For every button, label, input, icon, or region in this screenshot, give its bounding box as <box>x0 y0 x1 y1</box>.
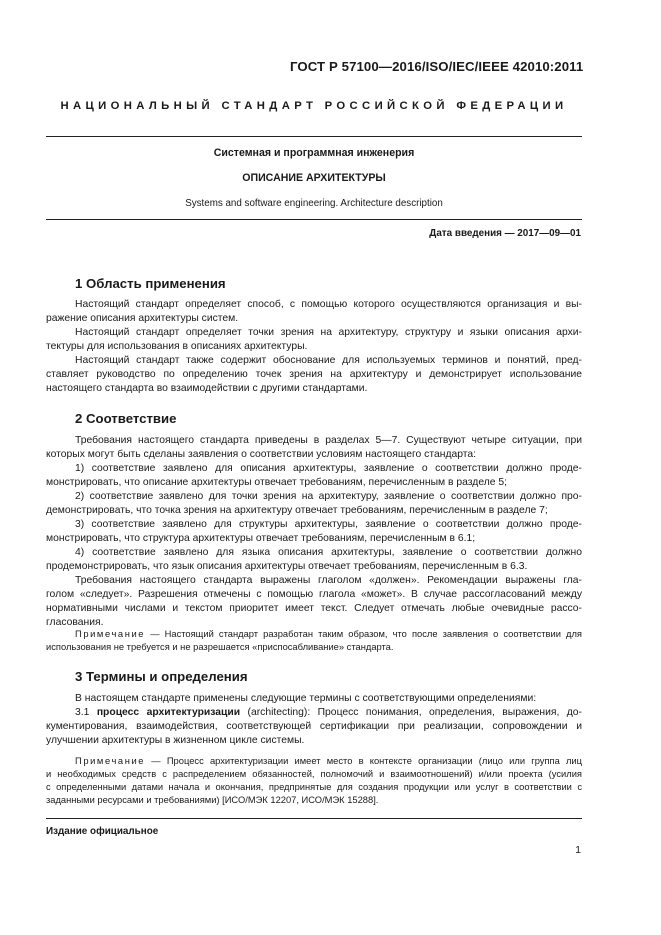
list-item-line: 4) соответствие заявлено для языка описания архитектуры, заявление о соответствии должно <box>75 547 582 558</box>
note-line: с определенными датами начала и окончания, предпринятые для создания продукции или услуг в соответствии с <box>46 782 582 792</box>
paragraph-line: голом «следует». Разрешения отмечены с помощью глагола «может». В случае рассогласований между <box>46 589 582 600</box>
paragraph-line: гласования. <box>46 617 104 628</box>
note-line: заданными ресурсами и требованиями) [ИСО/МЭК 12207, ИСО/МЭК 15288]. <box>46 795 379 805</box>
note-text: — Настоящий стандарт разработан таким образом, что после заявления о соответствии для <box>145 629 582 639</box>
note-label: Примечание <box>75 629 146 639</box>
term-definition-line: улучшении архитектуры в жизненном цикле системы. <box>46 735 305 746</box>
list-item-line: монстрировать, что описание архитектуры отвечает требованиям, перечисленным в разделе 5; <box>46 477 508 488</box>
term-definition: (architecting): Процесс понимания, определения, выражения, до- <box>240 707 582 718</box>
section-2-heading: 2 Соответствие <box>75 411 177 426</box>
term-definition-line: кументирования, взаимодействия, соответствующей сертификации при реализации, сопровождении и <box>46 721 582 732</box>
section-1-heading: 1 Область применения <box>75 276 226 291</box>
header-rule <box>46 136 582 137</box>
list-item-line: 3) соответствие заявлено для структуры архитектуры, заявление о соответствии должно проде- <box>75 519 582 530</box>
paragraph-line: ставляет руководство по определению точек зрения на архитектуру и демонстрирует использование <box>46 369 582 380</box>
paragraph-line: настоящего стандарта во взаимодействии с другими стандартами. <box>46 383 368 394</box>
note-line: и необходимых средств с распределением обязанностей, полномочий и взаимоотношений) и/или проекта (усилия <box>46 769 582 779</box>
list-item-line: продемонстрировать, что язык описания архитектуры отвечает требованиям, перечисленным в 6.3. <box>46 561 528 572</box>
footer-rule <box>46 818 582 819</box>
paragraph-line: ражение описания архитектуры систем. <box>46 313 239 324</box>
paragraph-line: Настоящий стандарт определяет способ, с помощью которого осуществляются организация и вы- <box>75 299 582 310</box>
term-definition-line <box>75 706 582 720</box>
paragraph-line: нормативными числами и текстом приоритет имеет текст. Следует отмечать любые очевидные рассо- <box>46 603 582 614</box>
section-3-heading: 3 Термины и определения <box>75 669 248 684</box>
paragraph-line: которых могут быть сделаны заявления о соответствии условиям настоящего стандарта: <box>46 449 477 460</box>
list-item-line: 2) соответствие заявлено для точки зрения на архитектуру, заявление о соответствии должно про- <box>75 491 582 502</box>
paragraph-line: Требования настоящего стандарта выражены глаголом «должен». Рекомендации выражены гла- <box>75 575 582 586</box>
paragraph-line: В настоящем стандарте применены следующие термины с соответствующими определениями: <box>75 693 537 704</box>
list-item-line: демонстрировать, что точка зрения на архитектуру отвечает требованиям, перечисленным в разделе 7; <box>46 505 548 516</box>
term-number: 3.1 <box>75 707 97 718</box>
title-rule <box>46 219 582 220</box>
note-line <box>75 628 582 641</box>
subject-field: Системная и программная инженерия <box>213 147 415 159</box>
standard-code: ГОСТ Р 57100—2016/ISO/IEC/IEEE 42010:2011 <box>290 59 584 74</box>
term-name: процесс архитектуризации <box>96 707 241 718</box>
page-number: 1 <box>575 845 581 856</box>
document-title: ОПИСАНИЕ АРХИТЕКТУРЫ <box>242 172 386 184</box>
paragraph-line: Настоящий стандарт также содержит обоснование для используемых терминов и понятий, пред- <box>75 355 582 366</box>
note-line: использования не требуется и не разрешается «приспосабливание» стандарта. <box>46 642 394 652</box>
paragraph-line: Требования настоящего стандарта приведены в разделах 5—7. Существуют четыре ситуации, при <box>75 435 582 446</box>
paragraph-line: тектуры для использования в описаниях архитектуры. <box>46 341 308 352</box>
note-line <box>75 755 582 768</box>
english-title: Systems and software engineering. Architecture description <box>185 198 443 209</box>
list-item-line: 1) соответствие заявлено для описания архитектуры, заявление о соответствии должно проде- <box>75 463 582 474</box>
note-text: — Процесс архитектуризации имеет место в контексте организации (лицо или группа лиц <box>145 756 582 766</box>
effective-date: Дата введения — 2017—09—01 <box>429 228 581 239</box>
note-label: Примечание <box>75 756 146 766</box>
official-edition-label: Издание официальное <box>46 826 159 837</box>
paragraph-line: Настоящий стандарт определяет точки зрения на архитектуру, структуру и языки описания архи- <box>75 327 582 338</box>
list-item-line: монстрировать, что структура архитектуры отвечает требованиям, перечисленным в 6.1; <box>46 533 476 544</box>
national-standard-banner: НАЦИОНАЛЬНЫЙ СТАНДАРТ РОССИЙСКОЙ ФЕДЕРАЦИИ <box>60 100 568 112</box>
